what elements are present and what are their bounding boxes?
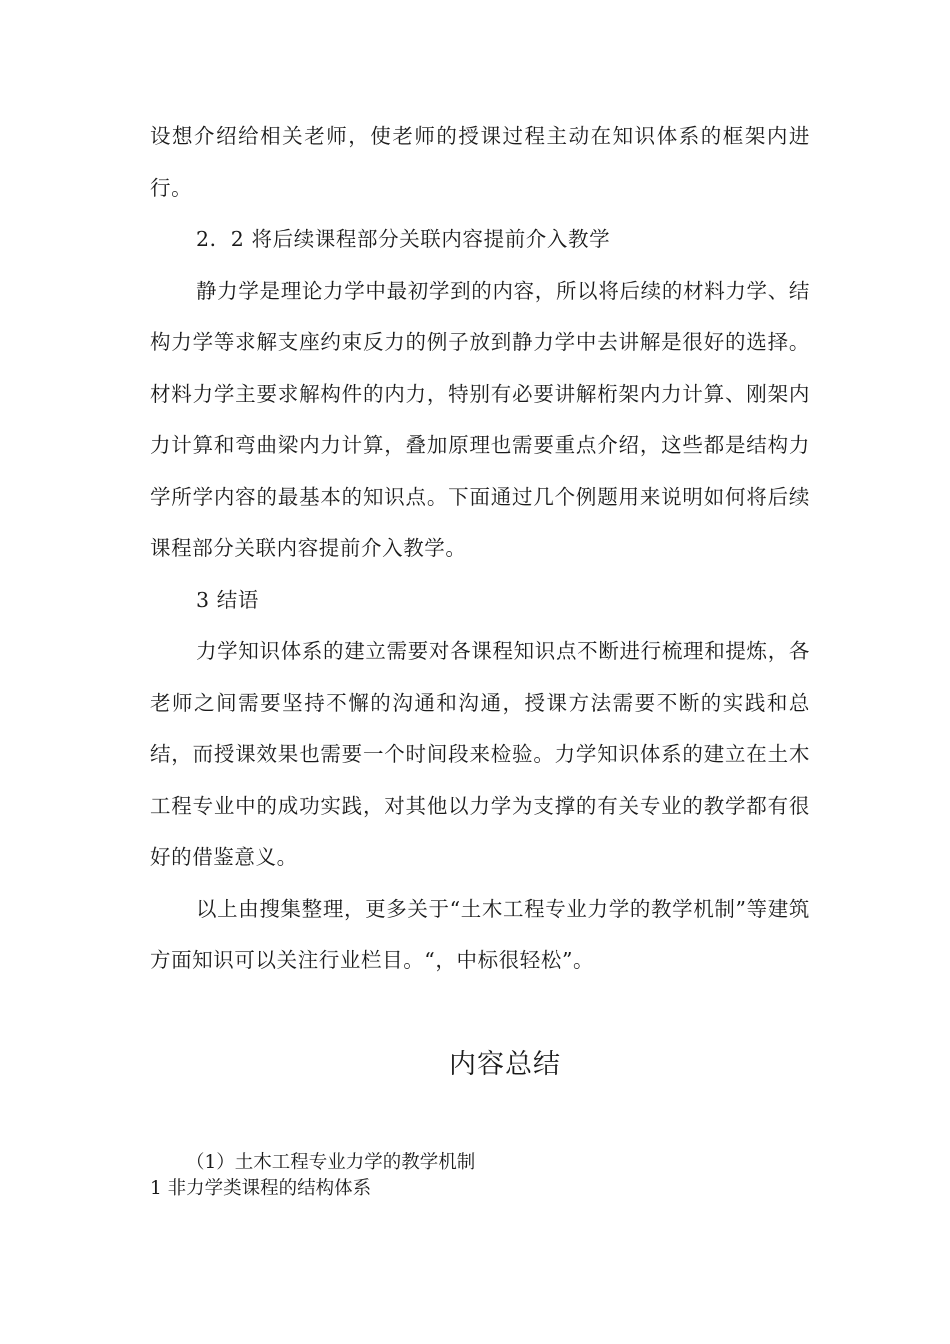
summary-item: 1 非力学类课程的结构体系 xyxy=(150,1178,372,1199)
section-heading-conclusion: 3 结语 xyxy=(196,587,259,612)
paragraph-continuation: 设想介绍给相关老师，使老师的授课过程主动在知识体系的框架内进行。 xyxy=(150,124,810,200)
paragraph-source-note: 以上由搜集整理，更多关于“土木工程专业力学的教学机制”等建筑方面知识可以关注行业栏目。“，中标很轻松”。 xyxy=(150,896,810,972)
paragraph-statics: 静力学是理论力学中最初学到的内容，所以将后续的材料力学、结构力学等求解支座约束反力的例子放到静力学中去讲解是很好的选择。材料力学主要求解构件的内力，特别有必要讲解桁架内力计算、刚架内力计算和弯曲梁内力计算，叠加原理也需要重点介绍，这些都是结构力学所学内容的最基本的知识点。下面通过几个例题用来说明如何将后续课程部分关联内容提前介入教学。 xyxy=(150,278,810,560)
section-heading-2-2: 2．2 将后续课程部分关联内容提前介入教学 xyxy=(196,227,611,251)
body-text xyxy=(150,111,810,987)
summary-item: （1）土木工程专业力学的教学机制 xyxy=(186,1152,476,1173)
summary-title: 内容总结 xyxy=(449,1049,561,1080)
paragraph-conclusion: 力学知识体系的建立需要对各课程知识点不断进行梳理和提炼，各老师之间需要坚持不懈的沟通和沟通，授课方法需要不断的实践和总结，而授课效果也需要一个时间段来检验。力学知识体系的建立在土木工程专业中的成功实践，对其他以力学为支撑的有关专业的教学都有很好的借鉴意义。 xyxy=(150,639,810,869)
